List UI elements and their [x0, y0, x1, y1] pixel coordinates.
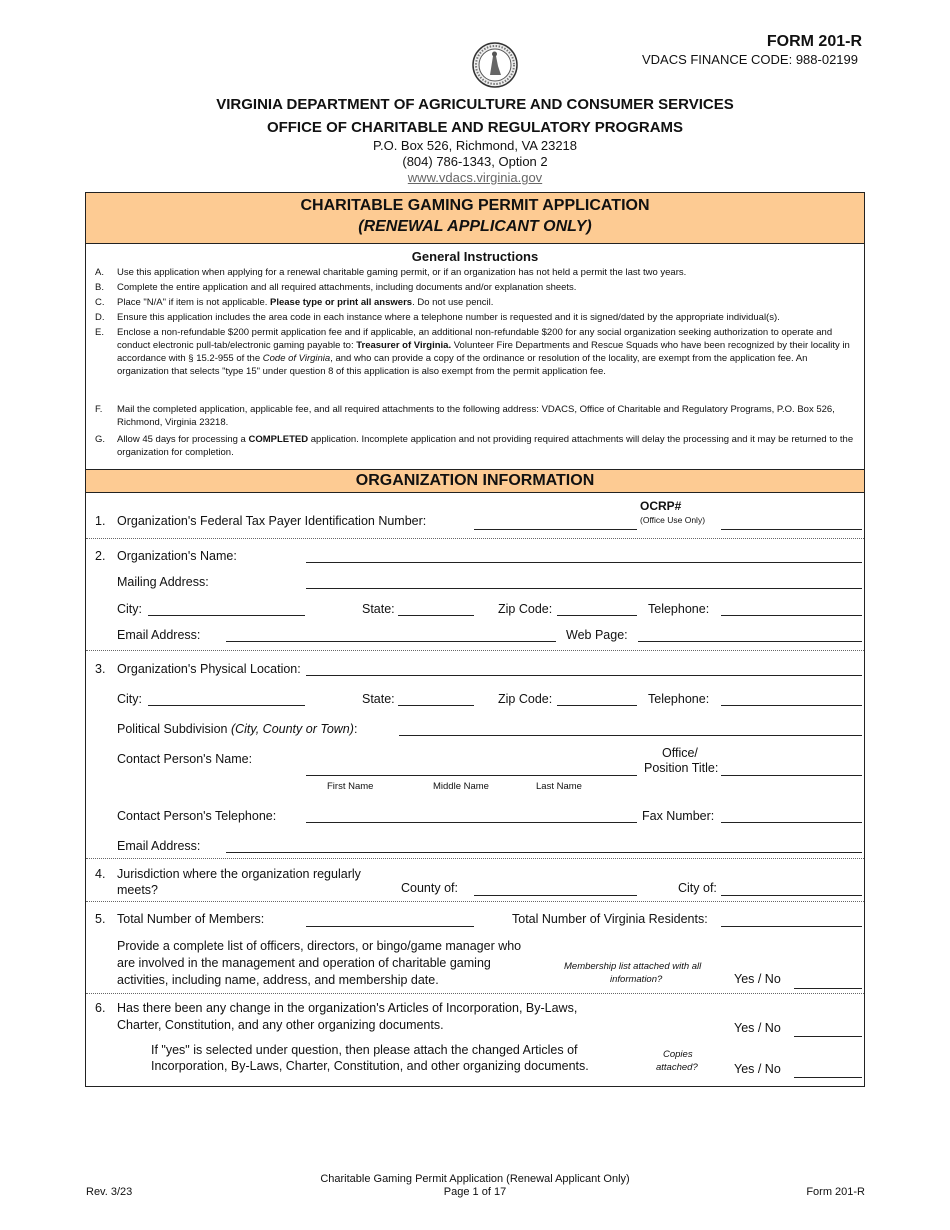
middle-name-caption: Middle Name [433, 781, 489, 792]
instruction-c: C. Place "N/A" if item is not applicable. Please type or print all answers. Do not use pencil. [95, 297, 494, 308]
q5-number: 5. [95, 912, 106, 926]
footer-title: Charitable Gaming Permit Application (Renewal Applicant Only) [320, 1173, 630, 1185]
county-label: County of: [401, 881, 458, 895]
instruction-e: E. Enclose a non-refundable $200 permit application fee and if applicable, an additional non-refundable $200 for any social organization seeking authorization to operate and conduct electronic pull-tab/electronic gaming payable to: Treasurer of Virginia. Volunteer Fire Departments and Rescue Squads who have been recognized by their locality in accordance with § 15.2-955 of the Code of Virginia, and who can provide a copy of the ordinance or resolution of the locality, are exempt from the application fee. An organization that selects "type 15" under question 8 of this application is also exempt from the permit application fee. [95, 327, 850, 377]
separator [86, 901, 864, 902]
instruction-d: D. Ensure this application includes the area code in each instance where a telephone number is requested and it is signed/dated by the appropriate individual(s). [95, 312, 780, 323]
form-subtitle: (RENEWAL APPLICANT ONLY) [358, 218, 592, 235]
q1-label: Organization's Federal Tax Payer Identification Number: [117, 514, 427, 528]
telephone-field[interactable] [721, 615, 862, 616]
zip-label: Zip Code: [498, 602, 553, 616]
mailing-address-label: Mailing Address: [117, 575, 209, 589]
membership-yes-no: Yes / No [734, 972, 781, 986]
changes-field[interactable] [794, 1036, 862, 1037]
membership-attached-field[interactable] [794, 988, 862, 989]
web-page-field[interactable] [638, 641, 862, 642]
copies-yes-no: Yes / No [734, 1062, 781, 1076]
contact-phone-label: Contact Person's Telephone: [117, 809, 277, 823]
political-subdivision-field[interactable] [399, 735, 862, 736]
physical-location-field[interactable] [306, 675, 862, 676]
total-members-field[interactable] [306, 926, 474, 927]
org-name-field[interactable] [306, 562, 862, 563]
form-number: FORM 201-R [766, 33, 862, 50]
fax-field[interactable] [721, 822, 862, 823]
separator [86, 993, 864, 994]
virginia-seal-icon [472, 42, 518, 88]
q6-question-1: Has there been any change in the organization's Articles of Incorporation, By-Laws, [117, 1001, 578, 1015]
instruction-b: B. Complete the entire application and all required attachments, including documents and/or explanation sheets. [95, 282, 577, 293]
first-name-caption: First Name [327, 781, 374, 792]
copies-label-2: attached? [656, 1062, 698, 1073]
q6-question-2: Charter, Constitution, and any other organizing documents. [117, 1018, 444, 1032]
instruction-a: A. Use this application when applying for a renewal charitable gaming permit, or if an organization has not held a permit the last two years. [95, 267, 687, 278]
contact-name-label: Contact Person's Name: [117, 752, 253, 766]
q3-number: 3. [95, 662, 106, 676]
zip-field[interactable] [557, 615, 637, 616]
membership-attached-label-2: information? [610, 974, 663, 985]
ocrp-field[interactable] [721, 529, 862, 530]
application-form [85, 192, 865, 1087]
copies-label: Copies [663, 1049, 693, 1060]
separator [86, 858, 864, 859]
va-residents-field[interactable] [721, 926, 862, 927]
separator [86, 538, 864, 539]
va-residents-label: Total Number of Virginia Residents: [512, 912, 708, 926]
agency-phone: (804) 786-1343, Option 2 [402, 154, 548, 169]
city-field[interactable] [148, 615, 305, 616]
revision: Rev. 3/23 [86, 1186, 133, 1198]
contact-name-field[interactable] [306, 775, 637, 776]
state-field[interactable] [398, 705, 474, 706]
physical-location-label: Organization's Physical Location: [117, 662, 301, 676]
email-field[interactable] [226, 641, 556, 642]
contact-email-field[interactable] [226, 852, 862, 853]
state-label: State: [362, 602, 395, 616]
attach-text-1: If "yes" is selected under question, then please attach the changed Articles of [151, 1043, 578, 1057]
office-use-note: (Office Use Only) [640, 515, 706, 525]
office-label: Office/ [662, 746, 698, 760]
org-name-label: Organization's Name: [117, 549, 237, 563]
position-title-label: Position Title: [644, 761, 719, 775]
footer-form-number: Form 201-R [806, 1186, 865, 1198]
telephone-field[interactable] [721, 705, 862, 706]
agency-name: VIRGINIA DEPARTMENT OF AGRICULTURE AND CONSUMER SERVICES [216, 96, 734, 113]
form-title: CHARITABLE GAMING PERMIT APPLICATION [300, 197, 650, 214]
office-name: OFFICE OF CHARITABLE AND REGULATORY PROGRAMS [266, 119, 684, 136]
instructions-heading: General Instructions [411, 249, 539, 264]
telephone-label: Telephone: [648, 692, 710, 706]
attach-text-2: Incorporation, By-Laws, Charter, Constitution, and other organizing documents. [151, 1059, 589, 1073]
q2-number: 2. [95, 549, 106, 563]
ocrp-label: OCRP# [640, 499, 682, 513]
state-label: State: [362, 692, 395, 706]
q4-number: 4. [95, 867, 106, 881]
city-label: City: [117, 602, 142, 616]
contact-email-label: Email Address: [117, 839, 201, 853]
city-of-field[interactable] [721, 895, 862, 896]
section-banner [86, 469, 864, 493]
email-label: Email Address: [117, 628, 201, 642]
officer-list-text-1: Provide a complete list of officers, directors, or bingo/game manager who [117, 939, 522, 953]
separator [86, 650, 864, 651]
contact-phone-field[interactable] [306, 822, 637, 823]
total-members-label: Total Number of Members: [117, 912, 265, 926]
agency-website-link[interactable]: www.vdacs.virginia.gov [407, 170, 543, 185]
instruction-f: F. Mail the completed application, applicable fee, and all required attachments to the following address: VDACS, Office of Charitable and Regulatory Programs, P.O. Box 526, Richmond, Virginia 23218. [95, 404, 835, 428]
instruction-g: G. Allow 45 days for processing a COMPLETED application. Incomplete application and not providing required attachments will delay the processing and it may be returned to the organization for completion. [95, 434, 854, 458]
zip-field[interactable] [557, 705, 637, 706]
web-page-label: Web Page: [566, 628, 628, 642]
title-banner [86, 193, 864, 244]
telephone-label: Telephone: [648, 602, 710, 616]
membership-attached-label: Membership list attached with all [564, 961, 702, 972]
changes-yes-no: Yes / No [734, 1021, 781, 1035]
fax-label: Fax Number: [642, 809, 715, 823]
q6-number: 6. [95, 1001, 106, 1015]
political-subdivision-label: Political Subdivision (City, County or Town): [117, 722, 358, 736]
tax-id-field[interactable] [474, 529, 637, 530]
section-title: ORGANIZATION INFORMATION [355, 472, 595, 489]
city-label: City: [117, 692, 142, 706]
copies-attached-field[interactable] [794, 1077, 862, 1078]
jurisdiction-label: Jurisdiction where the organization regularly [117, 867, 361, 881]
finance-code: VDACS FINANCE CODE: 988-02199 [641, 52, 858, 67]
mailing-address-field[interactable] [306, 588, 862, 589]
agency-address: P.O. Box 526, Richmond, VA 23218 [372, 138, 578, 153]
last-name-caption: Last Name [536, 781, 582, 792]
city-field[interactable] [148, 705, 305, 706]
state-field[interactable] [398, 615, 474, 616]
zip-label: Zip Code: [498, 692, 553, 706]
officer-list-text-2: are involved in the management and operation of charitable gaming [117, 956, 491, 970]
q1-number: 1. [95, 514, 106, 528]
officer-list-text-3: activities, including name, address, and membership date. [117, 973, 439, 987]
page-number: Page 1 of 17 [443, 1186, 507, 1198]
position-title-field[interactable] [721, 775, 862, 776]
city-of-label: City of: [678, 881, 717, 895]
jurisdiction-label-2: meets? [117, 883, 158, 897]
county-field[interactable] [474, 895, 637, 896]
